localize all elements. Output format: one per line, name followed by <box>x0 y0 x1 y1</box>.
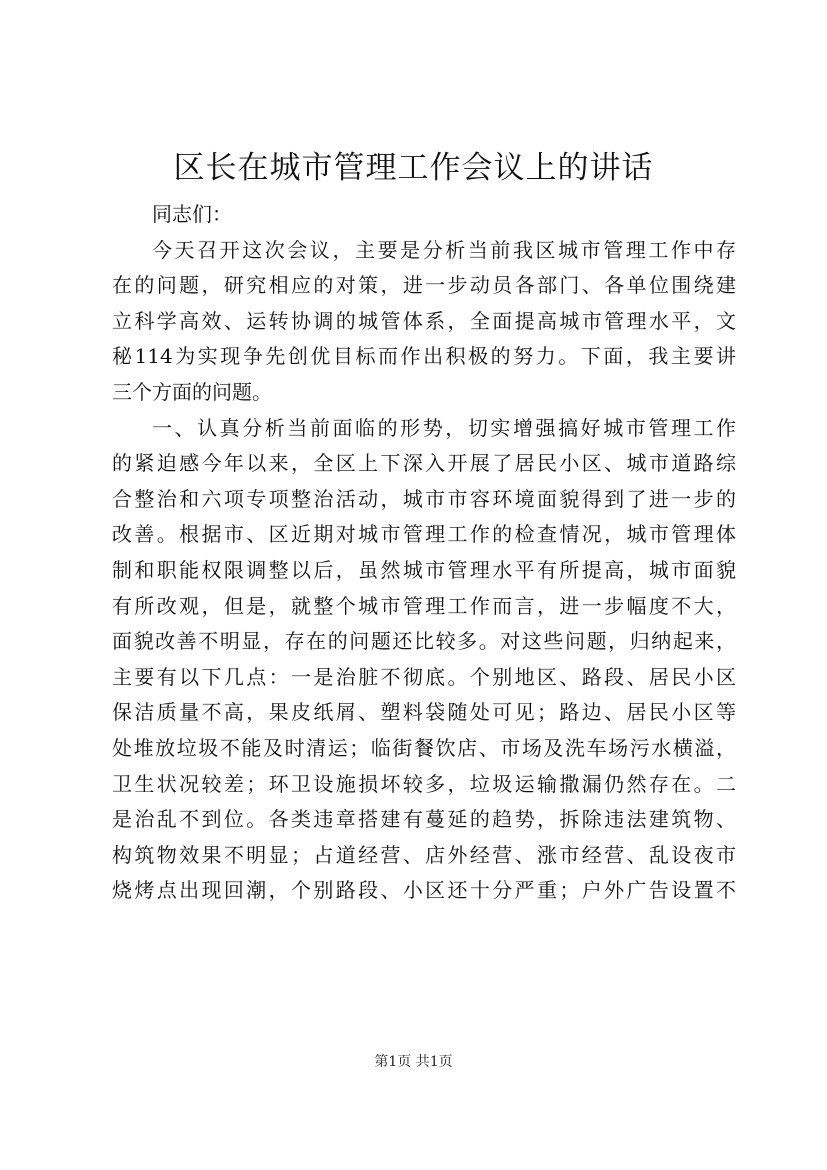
paragraph-2-line-4: 改善。根据市、区近期对城市管理工作的检查情况，城市管理体 <box>112 522 736 547</box>
paragraph-2-line-6: 有所改观，但是，就整个城市管理工作而言，进一步幅度不大， <box>112 593 736 618</box>
paragraph-2-line-11: 卫生状况较差；环卫设施损坏较多，垃圾运输撒漏仍然存在。二 <box>112 771 736 796</box>
paragraph-2-line-10: 处堆放垃圾不能及时清运；临街餐饮店、市场及洗车场污水横溢， <box>112 735 736 760</box>
paragraph-2-line-12: 是治乱不到位。各类违章搭建有蔓延的趋势，拆除违法建筑物、 <box>112 807 736 832</box>
document-body <box>112 197 736 909</box>
paragraph-2-line-9: 保洁质量不高，果皮纸屑、塑料袋随处可见；路边、居民小区等 <box>112 700 736 725</box>
paragraph-2-line-7: 面貌改善不明显，存在的问题还比较多。对这些问题，归纳起来， <box>112 629 736 654</box>
paragraph-2-line-2: 的紧迫感今年以来，全区上下深入开展了居民小区、城市道路综 <box>112 451 736 476</box>
paragraph-1-line-4: 秘114为实现争先创优目标而作出积极的努力。下面，我主要讲 <box>112 344 736 369</box>
paragraph-2-line-13: 构筑物效果不明显；占道经营、店外经营、涨市经营、乱设夜市 <box>112 842 736 867</box>
paragraph-1 <box>112 233 736 411</box>
paragraph-1-line-3: 立科学高效、运转协调的城管体系，全面提高城市管理水平，文 <box>112 308 736 333</box>
paragraph-1-line-1: 今天召开这次会议，主要是分析当前我区城市管理工作中存 <box>152 237 736 262</box>
paragraph-1-line-2: 在的问题，研究相应的对策，进一步动员各部门、各单位围绕建 <box>112 273 736 298</box>
paragraph-2 <box>112 411 736 909</box>
paragraph-1-line-5: 三个方面的问题。 <box>112 379 272 404</box>
paragraph-2-line-8: 主要有以下几点：一是治脏不彻底。个别地区、路段、居民小区 <box>112 664 736 689</box>
salutation: 同志们： <box>152 202 232 226</box>
paragraph-2-line-3: 合整治和六项专项整治活动，城市市容环境面貌得到了进一步的 <box>112 486 736 511</box>
paragraph-2-line-14: 烧烤点出现回潮，个别路段、小区还十分严重；户外广告设置不 <box>112 878 736 903</box>
page-footer: 第1页 共1页 <box>374 1054 453 1070</box>
paragraph-2-line-5: 制和职能权限调整以后，虽然城市管理水平有所提高，城市面貌 <box>112 557 736 582</box>
paragraph-2-line-1: 一、认真分析当前面临的形势，切实增强搞好城市管理工作 <box>152 415 736 440</box>
document-title: 区长在城市管理工作会议上的讲话 <box>173 150 654 186</box>
